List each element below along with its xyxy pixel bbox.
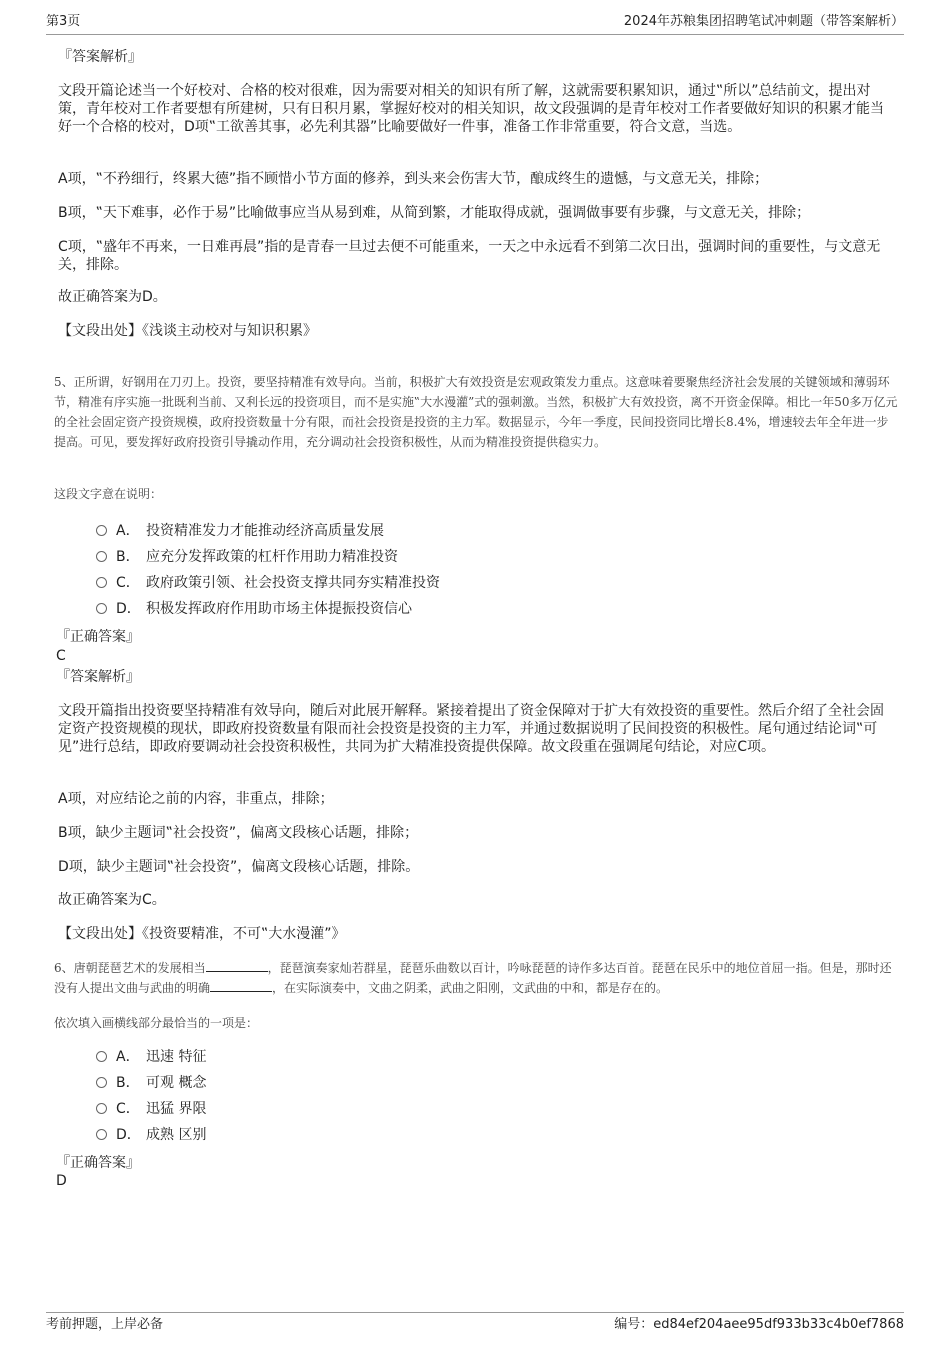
analysis-paragraph: 文段开篇论述当一个好校对、合格的校对很难，因为需要对相关的知识有所了解，这就需要积累知识，通过‟所以”总结前文，提出对策，青年校对工作者要想有所建树，只有日积月累，掌握好校对的相关知识，故文段强调的是青年校对工作者要做好知识的积累才能当好一个合格的校对，D项‟工欲善其事，必先利其器”比喻要做好一件事，准备工作非常重要，符合文意，当选。 — [58, 83, 884, 135]
page-number: 第3页 — [46, 14, 81, 29]
question-5-prompt: 这段文字意在说明： — [54, 487, 163, 501]
option-b[interactable]: B． 应充分发挥政策的杠杆作用助力精准投资 — [96, 547, 398, 567]
radio-icon[interactable] — [96, 1129, 107, 1140]
analysis-option-a: A项，对应结论之前的内容，非重点，排除； — [58, 791, 334, 807]
page-header — [46, 12, 904, 35]
correct-answer-label: 『正确答案』 — [56, 629, 140, 645]
option-b[interactable]: B． 可观 概念 — [96, 1073, 206, 1093]
option-c[interactable]: C． 政府政策引领、社会投资支撑共同夯实精准投资 — [96, 573, 440, 593]
analysis-option-b: B项，缺少主题词‟社会投资”，偏离文段核心话题，排除； — [58, 825, 419, 841]
analysis-paragraph: 文段开篇指出投资要坚持精准有效导向，随后对此展开解释。紧接着提出了资金保障对于扩大有效投资的重要性。然后介绍了全社会固定资产投资规模的现状，即政府投资数量有限而社会投资是投资的主力军，并通过数据说明了民间投资的积极性。尾句通过结论词‟可见”进行总结，即政府要调动社会投资积极性，共同为扩大精准投资提供保障。故文段重在强调尾句结论，对应C项。 — [58, 703, 884, 755]
question-5-stem: 5、正所谓，好钢用在刀刃上。投资，要坚持精准有效导向。当前，积极扩大有效投资是宏观政策发力重点。这意味着要聚焦经济社会发展的关键领域和薄弱环节，精准有序实施一批既利当前、又利长远的投资项目，而不是实施‟大水漫灌”式的强刺激。当然，积极扩大有效投资，离不开资金保障。相比一年50多万亿元的全社会固定资产投资规模，政府投资数量十分有限，而社会投资是投资的主力军。数据显示，今年一季度，民间投资同比增长8.4%，增速较去年全年进一步提高。可见，要发挥好政府投资引导撬动作用，充分调动社会投资积极性，从而为精准投资提供稳实力。 — [54, 375, 898, 449]
analysis-conclusion: 故正确答案为D。 — [58, 289, 167, 305]
analysis-option-d: D项，缺少主题词‟社会投资”，偏离文段核心话题，排除。 — [58, 859, 420, 875]
analysis-label: 『答案解析』 — [58, 49, 142, 65]
option-c[interactable]: C． 迅猛 界限 — [96, 1099, 206, 1119]
radio-icon[interactable] — [96, 1103, 107, 1114]
correct-answer: C — [56, 648, 66, 664]
option-d[interactable]: D． 积极发挥政府作用助市场主体提振投资信心 — [96, 599, 412, 619]
radio-icon[interactable] — [96, 551, 107, 562]
radio-icon[interactable] — [96, 525, 107, 536]
passage-source: 【文段出处】《投资要精准，不可‟大水漫灌”》 — [58, 926, 346, 942]
document-title: 2024年苏粮集团招聘笔试冲刺题（带答案解析） — [623, 14, 904, 29]
option-a[interactable]: A． 迅速 特征 — [96, 1047, 206, 1067]
correct-answer: D — [56, 1173, 67, 1189]
analysis-option-a: A项，‟不矜细行，终累大德”指不顾惜小节方面的修养，到头来会伤害大节，酿成终生的遗憾，与文意无关，排除； — [58, 171, 769, 187]
analysis-option-b: B项，‟天下难事，必作于易”比喻做事应当从易到难，从简到繁，才能取得成就，强调做事要有步骤，与文意无关，排除； — [58, 205, 811, 221]
page-footer — [46, 1312, 904, 1335]
question-6-stem: 6、唐朝琵琶艺术的发展相当 ，琵琶演奏家灿若群星，琵琶乐曲数以百计，吟咏琵琶的诗作多达百首。琵琶在民乐中的地位首屈一指。但是，那时还没有人提出文曲与武曲的明确 ，在实际演奏中，文曲之阴柔，武曲之阳刚，文武曲的中和，都是存在的。 — [54, 961, 892, 995]
radio-icon[interactable] — [96, 1051, 107, 1062]
radio-icon[interactable] — [96, 577, 107, 588]
passage-source: 【文段出处】《浅谈主动校对与知识积累》 — [58, 323, 317, 339]
radio-icon[interactable] — [96, 1077, 107, 1088]
fill-blank-1[interactable] — [206, 961, 268, 972]
analysis-option-c: C项，‟盛年不再来，一日难再晨”指的是青春一旦过去便不可能重来，一天之中永远看不到第二次日出，强调时间的重要性，与文意无关，排除。 — [58, 239, 881, 273]
radio-icon[interactable] — [96, 603, 107, 614]
option-a[interactable]: A． 投资精准发力才能推动经济高质量发展 — [96, 521, 384, 541]
analysis-conclusion: 故正确答案为C。 — [58, 892, 166, 908]
fill-blank-2[interactable] — [210, 981, 272, 992]
question-6-prompt: 依次填入画横线部分最恰当的一项是： — [54, 1016, 259, 1030]
analysis-label: 『答案解析』 — [56, 669, 140, 685]
correct-answer-label: 『正确答案』 — [56, 1155, 140, 1171]
footer-slogan: 考前押题，上岸必备 — [46, 1317, 164, 1332]
option-d[interactable]: D． 成熟 区别 — [96, 1125, 206, 1145]
document-code: 编号：ed84ef204aee95df933b33c4b0ef7868 — [614, 1317, 904, 1332]
